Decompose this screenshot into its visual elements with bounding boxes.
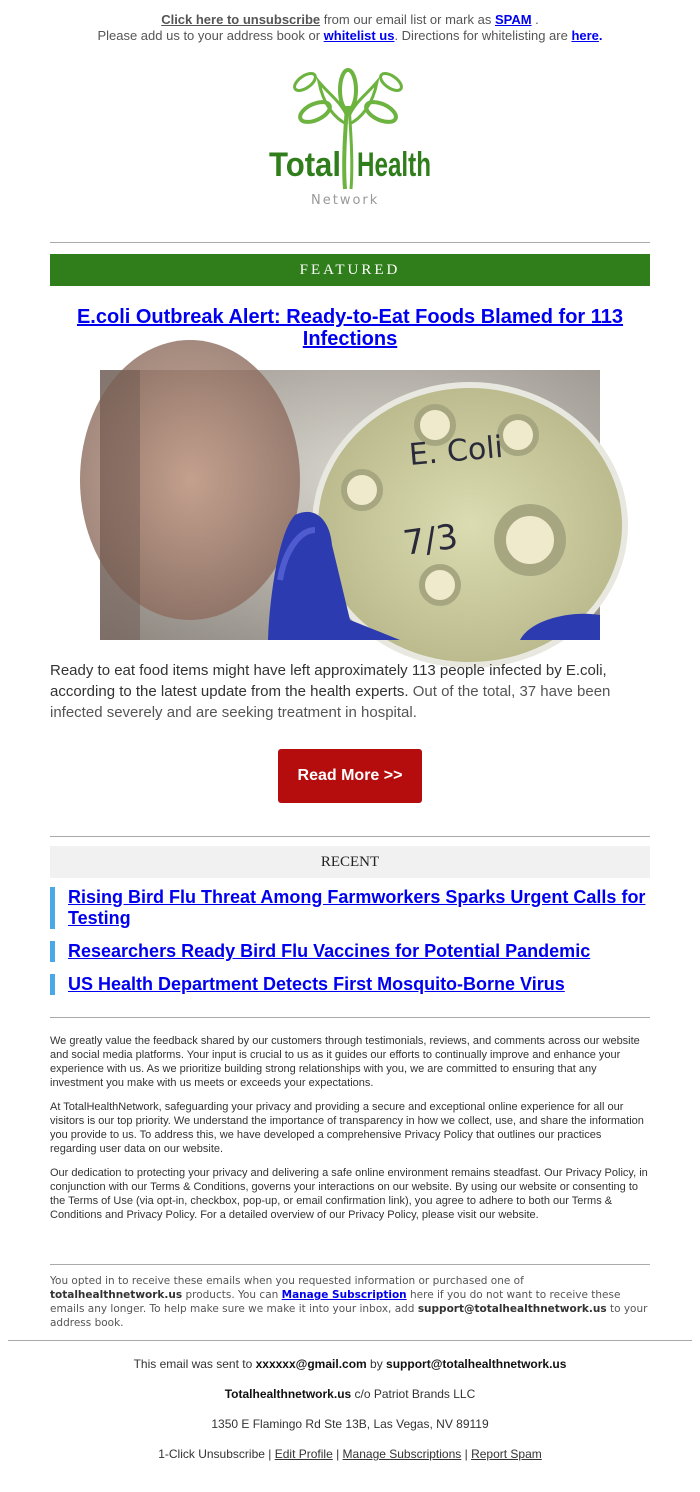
whitelist-directions-link[interactable]: here	[571, 28, 599, 43]
footer-text: by	[366, 1357, 387, 1371]
manage-subscriptions-link[interactable]: Manage Subscriptions	[342, 1447, 462, 1461]
divider	[8, 1340, 692, 1341]
optin-text: You opted in to receive these emails when you requested information or purchased one of	[50, 1275, 524, 1287]
recent-header: RECENT	[50, 846, 650, 878]
footer-sent-to	[0, 1357, 700, 1371]
preheader-line-1	[0, 12, 700, 28]
report-spam-link[interactable]: Report Spam	[471, 1447, 542, 1461]
preheader-period: .	[531, 12, 539, 27]
legal-paragraph: Our dedication to protecting your privacy and delivering a safe online environment remains steadfast. Our Privacy Policy, in conjunction with our Terms & Conditions, governs your interactions on our website. By using our website or consenting to the Terms of Use (via opt-in, checkbox, pop-up, or email confirmation link), you agree to adhere to both our Terms & Conditions and Privacy Policy. For a detailed overview of our Privacy Policy, please visit our website.	[50, 1167, 648, 1221]
optin-notice	[50, 1274, 650, 1330]
featured-summary-rest: Out of the total, 37 have been infected severely and are seeking treatment in hospital.	[50, 683, 611, 721]
footer-separator: |	[332, 1447, 343, 1461]
manage-subscription-link[interactable]: Manage Subscription	[281, 1289, 407, 1301]
petri-dish-photo	[100, 370, 600, 640]
preheader-text: . Directions for whitelisting are	[394, 28, 572, 43]
featured-image[interactable]	[100, 370, 600, 640]
preheader-period: .	[598, 28, 603, 43]
featured-headline-link[interactable]: E.coli Outbreak Alert: Ready-to-Eat Foods Blamed for 113 Infections	[76, 306, 624, 350]
footer-text: This email was sent to	[133, 1357, 256, 1371]
recent-item-link[interactable]: Rising Bird Flu Threat Among Farmworkers Sparks Urgent Calls for Testing	[68, 887, 646, 928]
legal-text	[50, 1034, 650, 1232]
one-click-unsubscribe[interactable]: 1-Click Unsubscribe	[158, 1447, 265, 1461]
spam-link[interactable]: SPAM	[494, 12, 532, 27]
total-health-logo	[265, 64, 435, 214]
preheader-line-2	[0, 28, 700, 44]
logo-word-network: Network	[311, 193, 380, 208]
whitelist-link[interactable]: whitelist us	[323, 28, 395, 43]
preheader-text: Please add us to your address book or	[97, 28, 324, 43]
support-email: support@totalhealthnetwork.us	[417, 1303, 607, 1315]
footer-links	[0, 1447, 700, 1461]
recent-item	[50, 941, 668, 962]
optin-text: to your address book.	[50, 1303, 648, 1329]
featured-header: FEATURED	[50, 254, 650, 286]
footer-text: c/o Patriot Brands LLC	[351, 1387, 476, 1401]
divider	[50, 242, 650, 243]
footer-company	[0, 1387, 700, 1401]
logo-word-total: Total	[269, 146, 341, 184]
recent-item	[50, 887, 668, 929]
logo-word-health: Health	[357, 146, 431, 184]
footer-separator: |	[264, 1447, 275, 1461]
divider	[50, 1264, 650, 1265]
recent-item	[50, 974, 668, 995]
read-more-button[interactable]: Read More >>	[278, 749, 422, 803]
optin-text: here if you do not want to receive these emails any longer. To help make sure we make it into your inbox, add	[50, 1289, 621, 1315]
optin-domain: totalhealthnetwork.us	[50, 1289, 183, 1301]
sender-email: support@totalhealthnetwork.us	[386, 1357, 567, 1371]
company-name: Totalhealthnetwork.us	[224, 1387, 352, 1401]
featured-headline	[50, 306, 650, 350]
optin-text: products. You can	[182, 1289, 282, 1301]
logo[interactable]	[0, 44, 700, 224]
featured-summary-lead: Ready to eat food items might have left approximately 113 people infected by E.coli, according to the latest update from the health experts.	[50, 662, 607, 700]
preheader	[0, 0, 700, 44]
divider	[50, 1017, 650, 1018]
recipient-email: xxxxxx@gmail.com	[255, 1357, 367, 1371]
recent-item-link[interactable]: Researchers Ready Bird Flu Vaccines for Potential Pandemic	[68, 941, 591, 961]
footer-separator: |	[461, 1447, 472, 1461]
photo-label: E. Coli	[407, 429, 505, 473]
legal-paragraph: We greatly value the feedback shared by our customers through testimonials, reviews, and comments across our website and social media platforms. Your input is crucial to us as it guides our efforts to continually improve and enhance your experience with us. As we prioritize building strong relationships with you, we are committed to ensuring that any investment you make with us meets or exceeds your expectations.	[50, 1035, 640, 1089]
footer-address: 1350 E Flamingo Rd Ste 13B, Las Vegas, NV 89119	[211, 1417, 489, 1431]
preheader-text: from our email list or mark as	[320, 12, 495, 27]
divider	[50, 836, 650, 837]
photo-label: 7/3	[400, 516, 461, 564]
unsubscribe-link[interactable]: Click here to unsubscribe	[161, 12, 321, 27]
featured-summary	[50, 660, 650, 723]
edit-profile-link[interactable]: Edit Profile	[274, 1447, 333, 1461]
legal-paragraph: At TotalHealthNetwork, safeguarding your privacy and providing a secure and exceptional online experience for all our visitors is our top priority. We understand the importance of transparency in how we collect, use, and share the information you provide to us. To address this, we have developed a comprehensive Privacy Policy that outlines our practices regarding user data on our website.	[50, 1101, 644, 1155]
recent-item-link[interactable]: US Health Department Detects First Mosquito-Borne Virus	[68, 974, 565, 994]
